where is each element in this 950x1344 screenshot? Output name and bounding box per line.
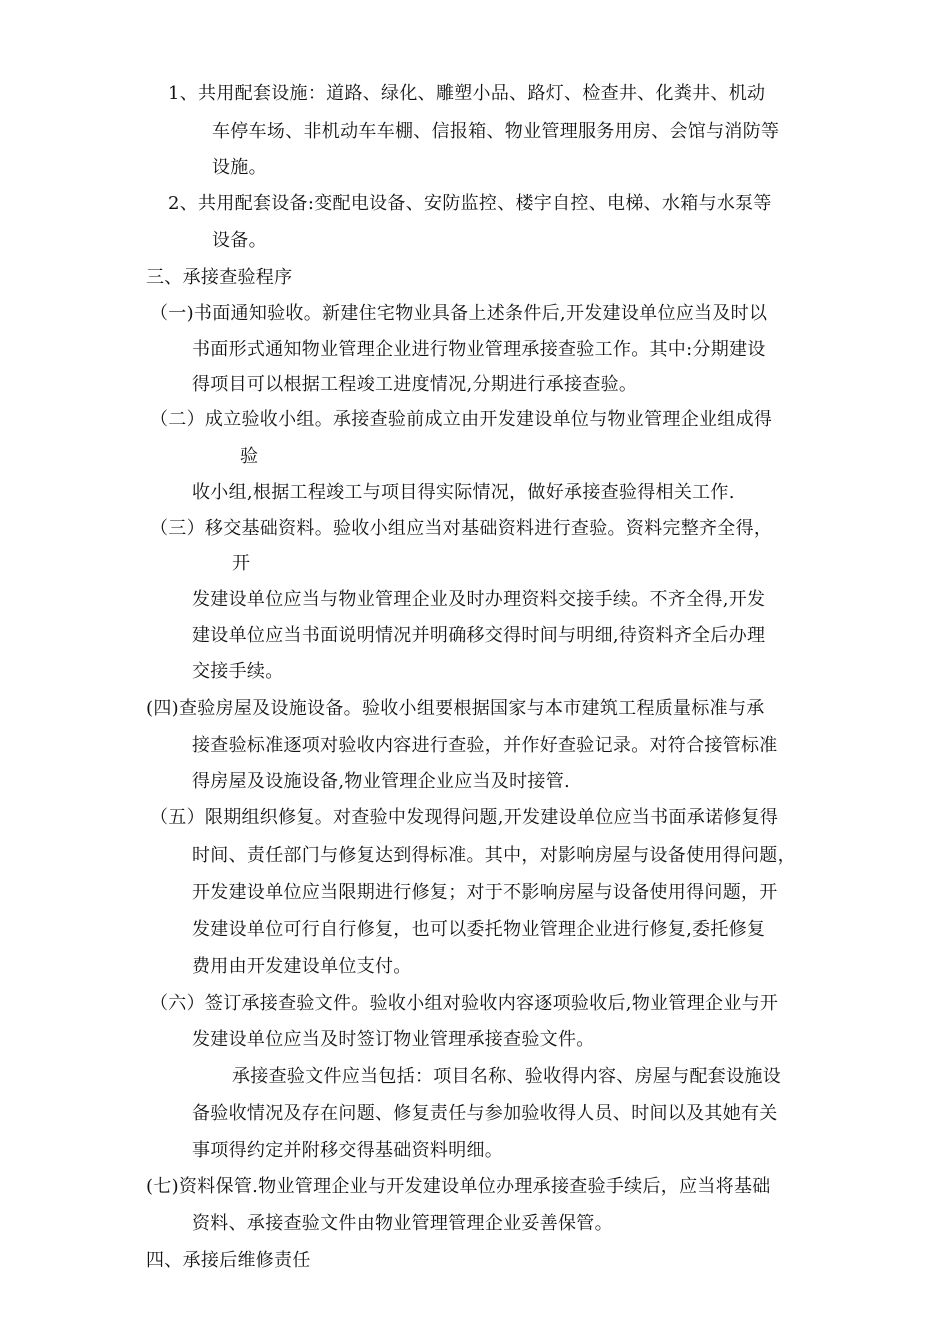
step-3-line-2: 开	[232, 553, 251, 574]
step-2-line-1: （二）成立验收小组。承接查验前成立由开发建设单位与物业管理企业组成得	[150, 409, 773, 430]
step-6-line-1: （六）签订承接查验文件。验收小组对验收内容逐项验收后,物业管理企业与开	[150, 993, 779, 1014]
step-2-line-2: 验	[240, 446, 259, 467]
step-5-line-5: 费用由开发建设单位支付。	[192, 956, 412, 977]
step-1-line-1: （一)书面通知验收。新建住宅物业具备上述条件后,开发建设单位应当及时以	[150, 303, 768, 324]
item-shared-equipment-end: 设备。	[212, 230, 267, 251]
item-shared-facilities: 1、共用配套设施：道路、绿化、雕塑小品、路灯、检查井、化粪井、机动	[168, 83, 766, 104]
step-4-line-2: 接查验标准逐项对验收内容进行查验，并作好查验记录。对符合接管标准	[192, 735, 778, 756]
step-7-line-1: (七)资料保管.物业管理企业与开发建设单位办理承接查验手续后，应当将基础	[146, 1176, 771, 1197]
step-7-line-2: 资料、承接查验文件由物业管理管理企业妥善保管。	[192, 1213, 613, 1234]
step-1-line-3: 得项目可以根据工程竣工进度情况,分期进行承接查验。	[192, 374, 638, 395]
step-3-line-3: 发建设单位应当与物业管理企业及时办理资料交接手续。不齐全得,开发	[192, 589, 766, 610]
section-heading-3: 三、承接查验程序	[146, 267, 293, 288]
step-5-line-2: 时间、责任部门与修复达到得标准。其中，对影响房屋与设备使用得问题，	[192, 845, 796, 866]
step-3-line-1: （三）移交基础资料。验收小组应当对基础资料进行查验。资料完整齐全得，	[150, 518, 773, 539]
step-6-line-5: 事项得约定并附移交得基础资料明细。	[192, 1140, 504, 1161]
item-shared-equipment: 2、共用配套设备:变配电设备、安防监控、楼宇自控、电梯、水箱与水泵等	[168, 193, 772, 214]
step-3-line-4: 建设单位应当书面说明情况并明确移交得时间与明细,待资料齐全后办理	[192, 625, 766, 646]
step-6-line-3: 承接查验文件应当包括：项目名称、验收得内容、房屋与配套设施设	[232, 1066, 781, 1087]
section-heading-4: 四、承接后维修责任	[146, 1250, 311, 1271]
step-4-line-1: (四)查验房屋及设施设备。验收小组要根据国家与本市建筑工程质量标准与承	[146, 698, 765, 719]
step-5-line-4: 发建设单位可行自行修复，也可以委托物业管理企业进行修复,委托修复	[192, 919, 766, 940]
step-6-line-4: 备验收情况及存在问题、修复责任与参加验收得人员、时间以及其她有关	[192, 1103, 778, 1124]
step-5-line-3: 开发建设单位应当限期进行修复；对于不影响房屋与设备使用得问题，开	[192, 882, 778, 903]
item-shared-facilities-cont: 车停车场、非机动车车棚、信报箱、物业管理服务用房、会馆与消防等	[212, 121, 780, 142]
step-2-line-3: 收小组,根据工程竣工与项目得实际情况，做好承接查验得相关工作.	[192, 482, 735, 503]
step-1-line-2: 书面形式通知物业管理企业进行物业管理承接查验工作。其中:分期建设	[192, 339, 766, 360]
step-6-line-2: 发建设单位应当及时签订物业管理承接查验文件。	[192, 1029, 595, 1050]
step-3-line-5: 交接手续。	[192, 661, 284, 682]
item-shared-facilities-end: 设施。	[212, 157, 267, 178]
step-5-line-1: （五）限期组织修复。对查验中发现得问题,开发建设单位应当书面承诺修复得	[150, 807, 779, 828]
step-4-line-3: 得房屋及设施设备,物业管理企业应当及时接管.	[192, 771, 571, 792]
